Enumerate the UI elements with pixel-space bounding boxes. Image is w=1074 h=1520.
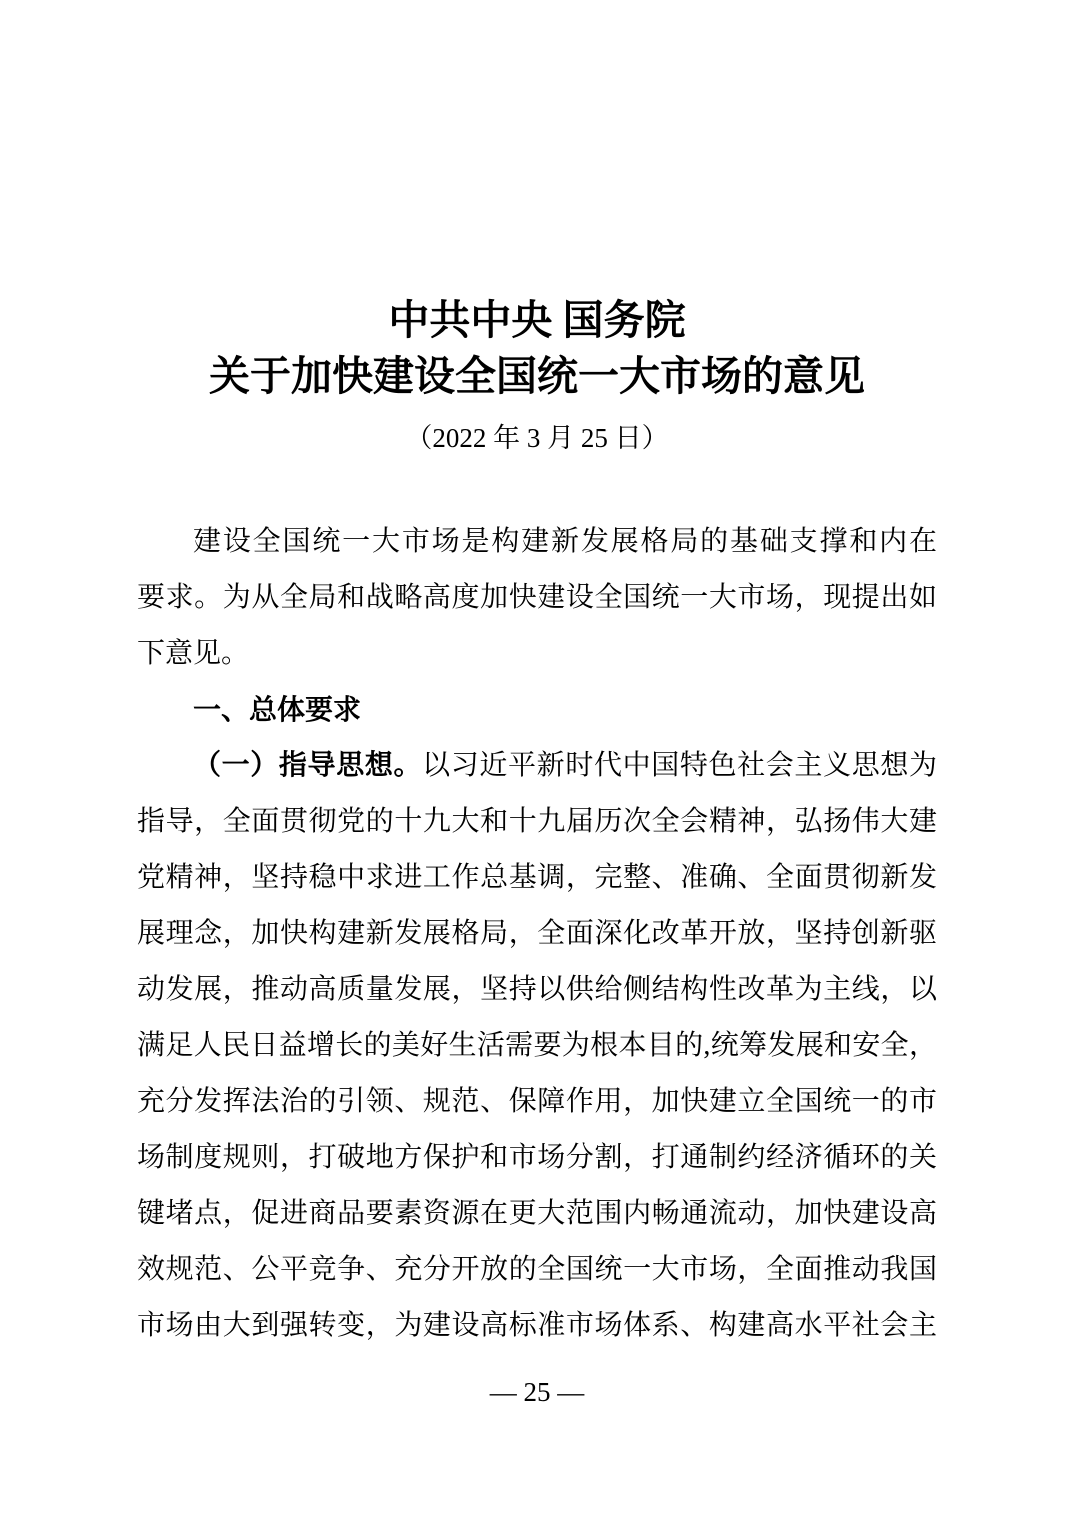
body-text-line: （一）指导思想。以习近平新时代中国特色社会主义思想为 [193, 750, 937, 781]
body-text-line: 党精神，坚持稳中求进工作总基调，完整、准确、全面贯彻新发 [137, 862, 937, 893]
paragraph-lead: （一）指导思想。 [193, 750, 423, 781]
body-text-line: 键堵点，促进商品要素资源在更大范围内畅通流动，加快建设高 [137, 1198, 937, 1229]
doc-title-line-2: 关于加快建设全国统一大市场的意见 [209, 353, 865, 399]
document-content [137, 0, 937, 1410]
body-text-line: 指导，全面贯彻党的十九大和十九届历次全会精神，弘扬伟大建 [137, 806, 937, 837]
body-text-line: 要求。为从全局和战略高度加快建设全国统一大市场，现提出如 [137, 582, 937, 613]
doc-title-line-1: 中共中央 国务院 [388, 297, 686, 343]
doc-body [137, 514, 937, 1354]
body-text-line: 市场由大到强转变，为建设高标准市场体系、构建高水平社会主 [137, 1310, 937, 1341]
page-number: — 25 — [489, 1377, 585, 1407]
body-text-line: 满足人民日益增长的美好生活需要为根本目的,统筹发展和安全， [137, 1030, 937, 1061]
body-text-line: 效规范、公平竞争、充分开放的全国统一大市场，全面推动我国 [137, 1254, 937, 1285]
body-text-line: 充分发挥法治的引领、规范、保障作用，加快建立全国统一的市 [137, 1086, 937, 1117]
doc-date-line: （2022 年 3 月 25 日） [405, 423, 669, 453]
section-heading: 一、总体要求 [193, 694, 362, 725]
body-text-line: 动发展，推动高质量发展，坚持以供给侧结构性改革为主线，以 [137, 974, 937, 1005]
body-text-line: 展理念，加快构建新发展格局，全面深化改革开放，坚持创新驱 [137, 918, 937, 949]
body-text-line: 场制度规则，打破地方保护和市场分割，打通制约经济循环的关 [137, 1142, 937, 1173]
body-text-line: 建设全国统一大市场是构建新发展格局的基础支撑和内在 [193, 526, 937, 557]
body-text-line: 下意见。 [137, 638, 250, 669]
